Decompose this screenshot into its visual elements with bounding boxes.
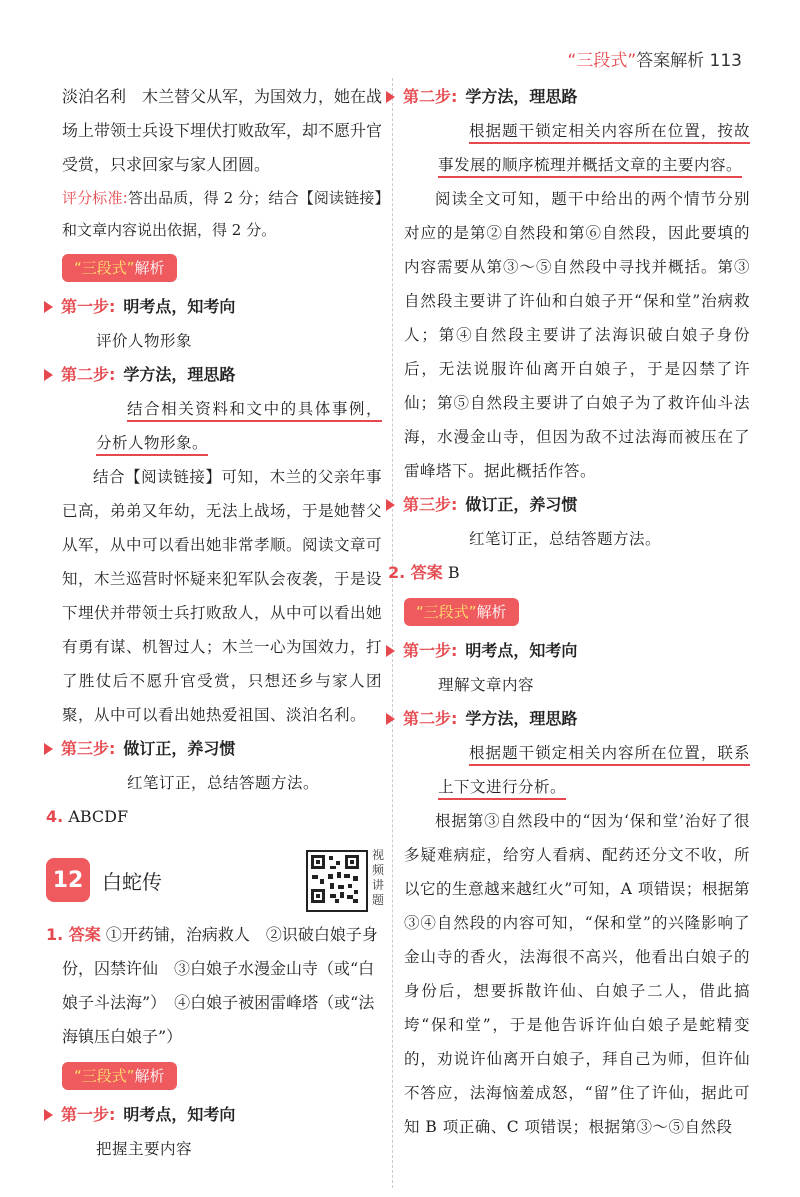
badge-quote: “三段式”	[416, 603, 477, 621]
scoring-criteria	[62, 182, 382, 246]
step-three	[386, 488, 750, 522]
step-title: 做订正，养习惯	[465, 495, 578, 514]
badge-text: 解析	[476, 603, 507, 621]
step-three-body: 红笔订正，总结答题方法。	[127, 774, 320, 792]
arrow-icon	[386, 713, 395, 725]
section-title: 白蛇传	[102, 869, 162, 894]
analysis-badge	[62, 1062, 177, 1090]
answer-value: ①开药铺，治病救人 ②识破白娘子身份，囚禁许仙 ③白娘子水漫金山寺（或“白娘子斗法海”） ④白娘子被困雷峰塔（或“法海镇压白娘子”）	[62, 925, 378, 1046]
step-label: 第一步:	[61, 1105, 116, 1124]
page-number: 113	[709, 51, 742, 71]
step-title: 明考点，知考向	[123, 297, 236, 316]
column-divider	[392, 78, 393, 1188]
answer-value: ABCDF	[68, 807, 129, 826]
step-one	[386, 634, 750, 668]
step-one-body: 评价人物形象	[96, 332, 193, 350]
section-number: 12	[46, 858, 90, 902]
step-label: 第三步:	[61, 739, 116, 758]
badge-quote: “三段式”	[74, 1067, 135, 1085]
badge-text: 解析	[134, 1067, 165, 1085]
step-one	[44, 290, 382, 324]
step-three	[44, 732, 382, 766]
step-two	[386, 80, 750, 114]
step-one-body: 理解文章内容	[438, 676, 535, 694]
step-title: 明考点，知考向	[123, 1105, 236, 1124]
intro-answer: 淡泊名利 木兰替父从军，为国效力，她在战场上带领士兵设下埋伏打败敌军，却不愿升官受赏，只求回家与家人团圆。	[62, 87, 383, 174]
step-label: 第二步:	[61, 365, 116, 384]
analysis-badge	[404, 598, 519, 626]
arrow-icon	[44, 1109, 53, 1121]
step-label: 第一步:	[61, 297, 116, 316]
arrow-icon	[44, 369, 53, 381]
analysis-badge	[62, 254, 177, 282]
step-two	[44, 358, 382, 392]
header-highlight: “三段式”	[567, 51, 637, 71]
criteria-label: 评分标准:	[62, 189, 128, 207]
step-two-body: 根据第③自然段中的“因为‘保和堂’治好了很多疑难病症，给穷人看病、配药还分文不收，所以它的生意越来越红火”可知，A 项错误；根据第③④自然段的内容可知，“保和堂”的兴隆影响了金山寺的香火，法海很不高兴，他看出白娘子的身份后，想要拆散许仙、白娘子二人，借此搞垮“保和堂”，于是他告诉许仙白娘子是蛇精变的，劝说许仙离开白娘子，拜自己为师，但许仙不答应，法海恼羞成怒，“留”住了许仙，据此可知 B 项正确、C 项错误；根据第③～⑤自然段	[404, 812, 750, 1136]
answer-value: B	[447, 563, 460, 582]
step-three-body: 红笔订正，总结答题方法。	[469, 530, 662, 548]
step-title: 明考点，知考向	[465, 641, 578, 660]
step-one-body: 把握主要内容	[96, 1140, 193, 1158]
step-two	[386, 702, 750, 736]
step-two-method	[62, 392, 382, 460]
answer-number: 4.	[46, 807, 64, 826]
answer-number: 2. 答案	[388, 563, 443, 582]
qr-label: 视频讲题	[372, 848, 385, 907]
method-text: 根据题干锁定相关内容所在位置，按故事发展的顺序梳理并概括文章的主要内容。	[438, 122, 750, 174]
step-label: 第二步:	[403, 709, 458, 728]
page-header	[568, 46, 742, 71]
answer-number: 1. 答案	[46, 925, 101, 944]
answer-2	[388, 556, 750, 590]
criteria-text: 答出品质，得 2 分；结合【阅读链接】和文章内容说出依据，得 2 分。	[62, 189, 382, 239]
answer-4	[46, 800, 382, 834]
arrow-icon	[44, 301, 53, 313]
badge-text: 解析	[134, 259, 165, 277]
step-title: 做订正，养习惯	[123, 739, 236, 758]
arrow-icon	[386, 645, 395, 657]
qr-code-icon[interactable]	[306, 850, 368, 912]
method-text: 结合相关资料和文中的具体事例，分析人物形象。	[96, 400, 382, 452]
arrow-icon	[44, 743, 53, 755]
step-label: 第二步:	[403, 87, 458, 106]
answer-1	[46, 918, 382, 1054]
header-title: 答案解析	[636, 51, 705, 71]
arrow-icon	[386, 91, 395, 103]
right-column	[388, 80, 750, 1144]
step-title: 学方法，理思路	[465, 709, 578, 728]
arrow-icon	[386, 499, 395, 511]
section-header	[46, 848, 385, 912]
step-title: 学方法，理思路	[123, 365, 236, 384]
step-label: 第三步:	[403, 495, 458, 514]
left-column	[46, 80, 385, 1166]
step-two-body: 阅读全文可知，题干中给出的两个情节分别对应的是第②自然段和第⑥自然段，因此要填的内容需要从第③～⑤自然段中寻找并概括。第③自然段主要讲了许仙和白娘子开“保和堂”治病救人；第④自然段主要讲了法海识破白娘子身份后，无法说服许仙离开白娘子，于是囚禁了许仙；第⑤自然段主要讲了白娘子为了救许仙斗法海，水漫金山寺，但因为敌不过法海而被压在了雷峰塔下。据此概括作答。	[404, 190, 750, 480]
step-label: 第一步:	[403, 641, 458, 660]
step-title: 学方法，理思路	[465, 87, 578, 106]
badge-quote: “三段式”	[74, 259, 135, 277]
step-two-method	[404, 736, 750, 804]
method-text: 根据题干锁定相关内容所在位置，联系上下文进行分析。	[438, 744, 750, 796]
step-two-method	[404, 114, 750, 182]
step-one	[44, 1098, 382, 1132]
step-two-body: 结合【阅读链接】可知，木兰的父亲年事已高，弟弟又年幼，无法上战场，于是她替父从军，从中可以看出她非常孝顺。阅读文章可知，木兰巡营时怀疑来犯军队会夜袭，于是设下埋伏并带领士兵打败敌人，从中可以看出她有勇有谋、机智过人；木兰一心为国效力，打了胜仗后不愿升官受赏，只想还乡与家人团聚，从中可以看出她热爱祖国、淡泊名利。	[62, 468, 383, 724]
